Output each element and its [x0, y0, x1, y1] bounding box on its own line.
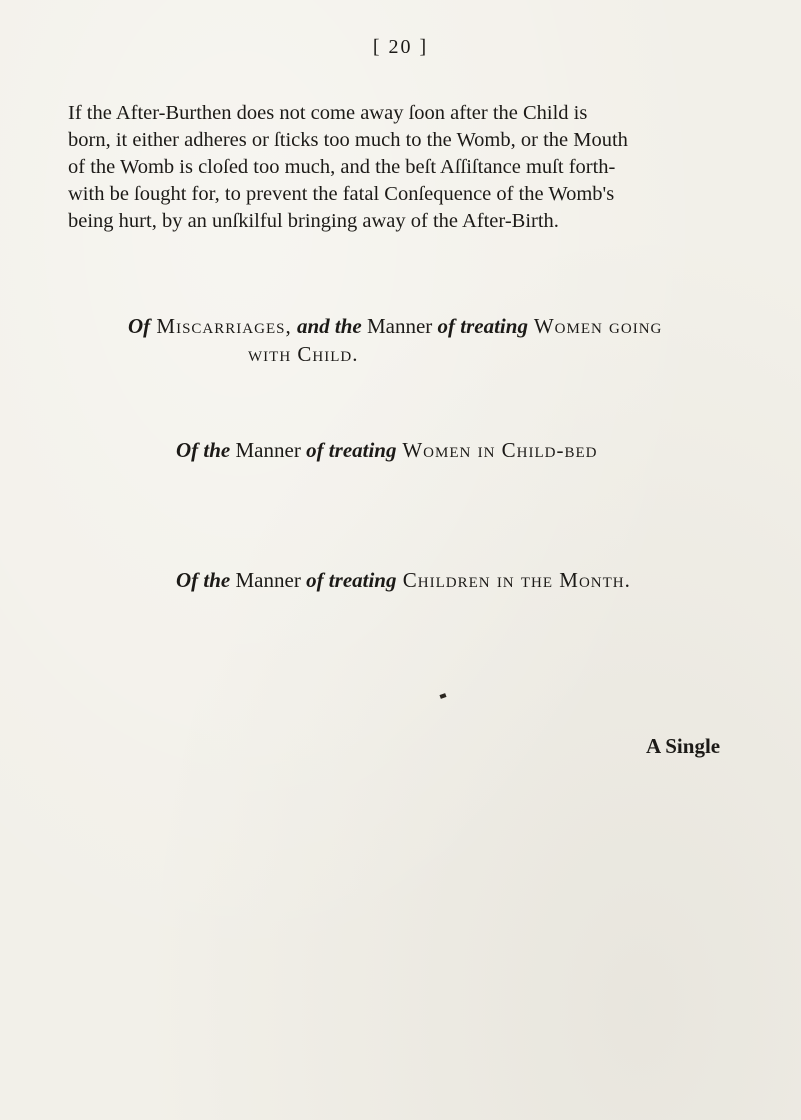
ink-speck — [439, 693, 446, 699]
heading-women-in-childbed — [176, 436, 736, 464]
heading-italic: of treating — [432, 314, 528, 338]
heading-roman: Manner — [230, 438, 301, 462]
paragraph-line: If the After-Burthen does not come away ſoon after the Child is — [68, 102, 588, 124]
paragraph-line: of the Womb is cloſed too much, and the beſt Aſſiſtance muſt forth- — [68, 156, 616, 178]
catchword: A Single — [646, 734, 721, 758]
heading-children-in-month — [176, 566, 736, 594]
paragraph-line: born, it either adheres or ſticks too much to the Womb, or the Mouth — [68, 129, 628, 151]
heading-italic: Of the — [176, 438, 231, 462]
heading-smallcaps: Miscarriages, — [150, 314, 292, 338]
heading-line-2: with Child. — [248, 342, 359, 366]
heading-smallcaps: Women in Child-bed — [396, 438, 598, 462]
heading-roman: Manner — [361, 314, 433, 338]
page-number: [ 20 ] — [372, 36, 429, 58]
paragraph-line: with be ſought for, to prevent the fatal Conſequence of the Womb's — [68, 183, 615, 205]
heading-italic: of treating — [300, 568, 397, 592]
heading-italic: of treating — [300, 438, 397, 462]
heading-miscarriages — [128, 312, 728, 368]
body-paragraph — [68, 100, 728, 235]
heading-smallcaps: Children in the Month. — [396, 568, 631, 592]
paragraph-line: being hurt, by an unſkilful bringing away of the After-Birth. — [68, 210, 559, 232]
heading-smallcaps: Women going — [527, 314, 663, 338]
heading-italic: and the — [291, 314, 362, 338]
heading-roman: Manner — [230, 568, 301, 592]
heading-italic: Of the — [176, 568, 231, 592]
heading-italic: Of — [128, 314, 151, 338]
